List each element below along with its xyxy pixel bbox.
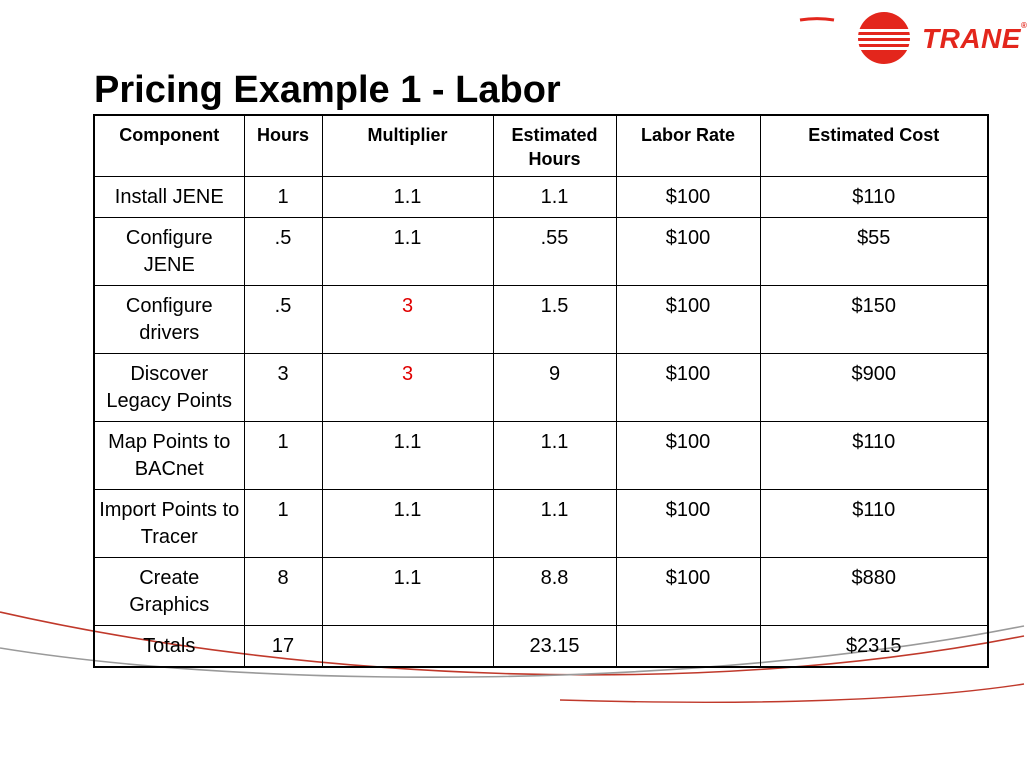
cell-hours: .5	[244, 286, 322, 354]
brand-name: TRANE	[922, 23, 1021, 54]
header-component: Component	[94, 115, 244, 177]
cell-labor-rate: $100	[616, 286, 760, 354]
trane-logo-text	[922, 23, 1027, 55]
totals-estimated-cost: $2315	[760, 626, 988, 668]
cell-estimated-cost: $900	[760, 354, 988, 422]
cell-estimated-hours: 1.1	[493, 422, 616, 490]
totals-estimated-hours: 23.15	[493, 626, 616, 668]
cell-multiplier: 1.1	[322, 558, 493, 626]
cell-labor-rate: $100	[616, 422, 760, 490]
header-estimated-cost: Estimated Cost	[760, 115, 988, 177]
cell-hours: 1	[244, 490, 322, 558]
cell-component: Discover Legacy Points	[94, 354, 244, 422]
cell-estimated-hours: 1.5	[493, 286, 616, 354]
header-multiplier: Multiplier	[322, 115, 493, 177]
cell-estimated-cost: $55	[760, 218, 988, 286]
cell-estimated-cost: $110	[760, 422, 988, 490]
table-row	[94, 558, 988, 626]
cell-component: Create Graphics	[94, 558, 244, 626]
table-row	[94, 354, 988, 422]
cell-estimated-cost: $150	[760, 286, 988, 354]
totals-labor-rate	[616, 626, 760, 668]
trane-logo-icon	[858, 12, 910, 64]
cell-hours: 8	[244, 558, 322, 626]
slide-title: Pricing Example 1 - Labor	[94, 69, 561, 111]
cell-component: Configure JENE	[94, 218, 244, 286]
cell-estimated-hours: 1.1	[493, 490, 616, 558]
cell-hours: 3	[244, 354, 322, 422]
brand-trademark: ®	[1020, 21, 1027, 30]
labor-pricing-table	[93, 114, 989, 668]
cell-labor-rate: $100	[616, 558, 760, 626]
cell-estimated-hours: 8.8	[493, 558, 616, 626]
cell-component: Map Points to BACnet	[94, 422, 244, 490]
totals-multiplier	[322, 626, 493, 668]
cell-multiplier: 1.1	[322, 422, 493, 490]
cell-multiplier: 1.1	[322, 218, 493, 286]
cell-estimated-cost: $110	[760, 177, 988, 218]
cell-component: Import Points to Tracer	[94, 490, 244, 558]
totals-row	[94, 626, 988, 668]
cell-multiplier: 1.1	[322, 490, 493, 558]
cell-labor-rate: $100	[616, 354, 760, 422]
cell-estimated-cost: $110	[760, 490, 988, 558]
cell-estimated-hours: 1.1	[493, 177, 616, 218]
totals-hours: 17	[244, 626, 322, 668]
table-row	[94, 218, 988, 286]
cell-estimated-hours: 9	[493, 354, 616, 422]
cell-estimated-cost: $880	[760, 558, 988, 626]
cell-multiplier: 3	[322, 286, 493, 354]
table-row	[94, 177, 988, 218]
cell-component: Install JENE	[94, 177, 244, 218]
header-estimated-hours: Estimated Hours	[493, 115, 616, 177]
table-header-row	[94, 115, 988, 177]
cell-labor-rate: $100	[616, 490, 760, 558]
table-row	[94, 422, 988, 490]
cell-labor-rate: $100	[616, 177, 760, 218]
table-body	[94, 177, 988, 668]
table-row	[94, 490, 988, 558]
header-hours: Hours	[244, 115, 322, 177]
cell-labor-rate: $100	[616, 218, 760, 286]
table-row	[94, 286, 988, 354]
cell-multiplier: 3	[322, 354, 493, 422]
cell-component: Configure drivers	[94, 286, 244, 354]
cell-hours: 1	[244, 422, 322, 490]
cell-hours: 1	[244, 177, 322, 218]
header-labor-rate: Labor Rate	[616, 115, 760, 177]
cell-hours: .5	[244, 218, 322, 286]
totals-label: Totals	[94, 626, 244, 668]
cell-estimated-hours: .55	[493, 218, 616, 286]
cell-multiplier: 1.1	[322, 177, 493, 218]
trane-logo	[858, 12, 1027, 68]
